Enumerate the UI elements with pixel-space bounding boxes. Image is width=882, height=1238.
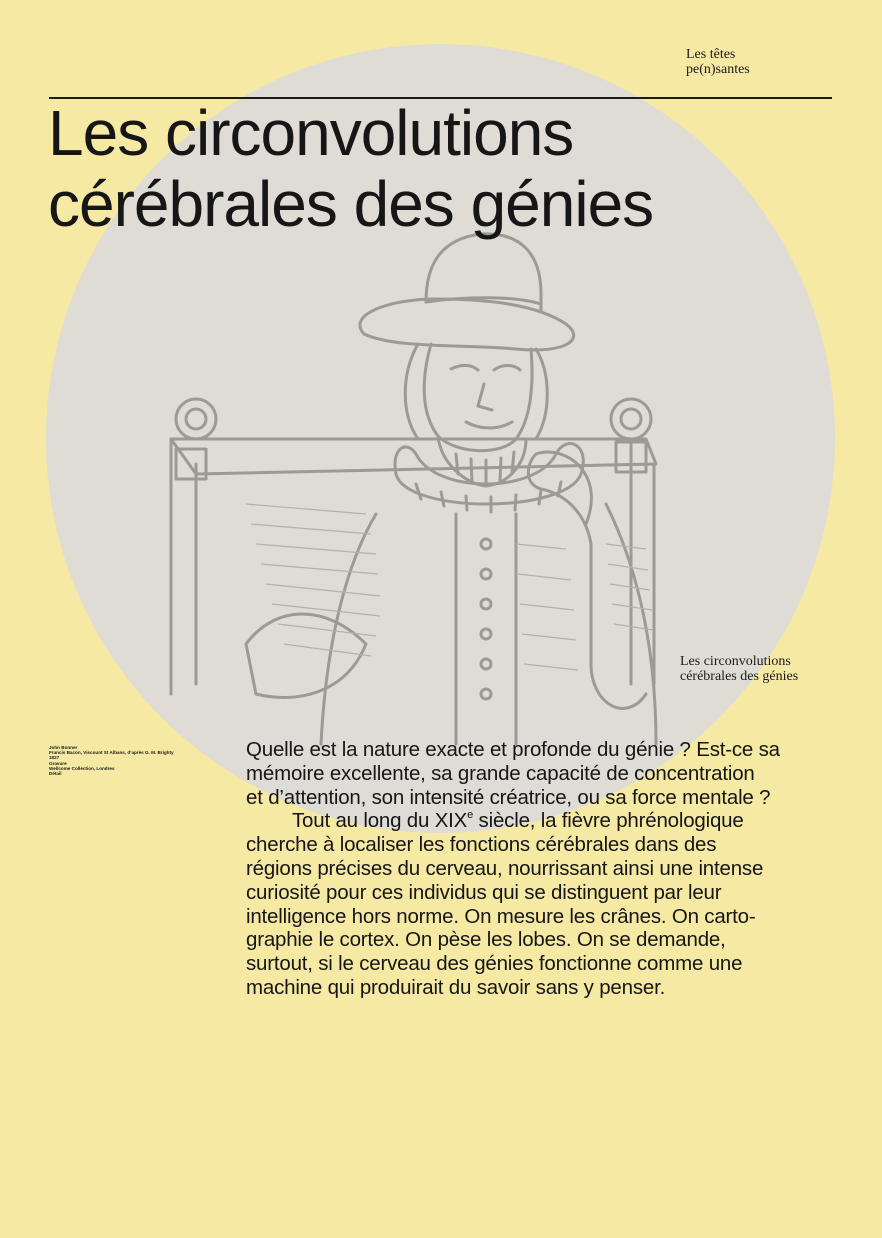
series-title-line1: Les têtes xyxy=(686,47,736,62)
article-body xyxy=(246,738,846,1000)
text-line: curiosité pour ces individus qui se distinguent par leur xyxy=(246,880,722,904)
text-fragment: Tout au long du XIX xyxy=(292,809,468,833)
credit-detail: Détail xyxy=(49,771,62,777)
text-line: Quelle est la nature exacte et profonde du génie ? Est-ce sa xyxy=(246,738,780,761)
text-fragment: siècle, la fièvre phrénologique xyxy=(473,809,744,833)
page-title-line2: cérébrales des génies xyxy=(48,168,654,240)
text-line: et d’attention, son intensité créatrice, ou sa force mentale ? xyxy=(246,785,771,809)
text-line: mémoire excellente, sa grande capacité de concentration xyxy=(246,761,755,785)
credit-collection: Wellcome Collection, Londres xyxy=(49,765,115,771)
image-credits xyxy=(49,745,239,776)
series-title-line2: pe(n)santes xyxy=(686,62,750,77)
paragraph-1 xyxy=(246,738,846,809)
text-line: régions précises du cerveau, nourrissant ainsi une intense xyxy=(246,856,764,880)
text-line: machine qui produirait du savoir sans y penser. xyxy=(246,975,666,999)
text-line xyxy=(246,809,846,833)
page-title xyxy=(48,98,838,240)
credit-year: 1827 xyxy=(49,755,60,761)
credit-author: John Bonner xyxy=(49,745,78,750)
page-title-line1: Les circonvolutions xyxy=(48,97,574,169)
credit-work: Francis Bacon, Viscount St Albans, d’après G. M. Brighty xyxy=(49,750,174,756)
side-caption-line2: cérébrales des génies xyxy=(680,669,799,684)
text-line: cherche à localiser les fonctions cérébrales dans des xyxy=(246,833,717,857)
side-caption-line1: Les circonvolutions xyxy=(680,654,791,669)
image-side-caption xyxy=(680,654,798,684)
text-line: graphie le cortex. On pèse les lobes. On se demande, xyxy=(246,928,726,952)
text-line: intelligence hors norme. On mesure les crânes. On carto- xyxy=(246,904,756,928)
text-line: surtout, si le cerveau des génies fonctionne comme une xyxy=(246,952,743,976)
credit-technique: Gravure xyxy=(49,760,67,766)
superscript: e xyxy=(467,809,474,822)
paragraph-2 xyxy=(246,809,846,999)
series-title xyxy=(686,47,750,77)
